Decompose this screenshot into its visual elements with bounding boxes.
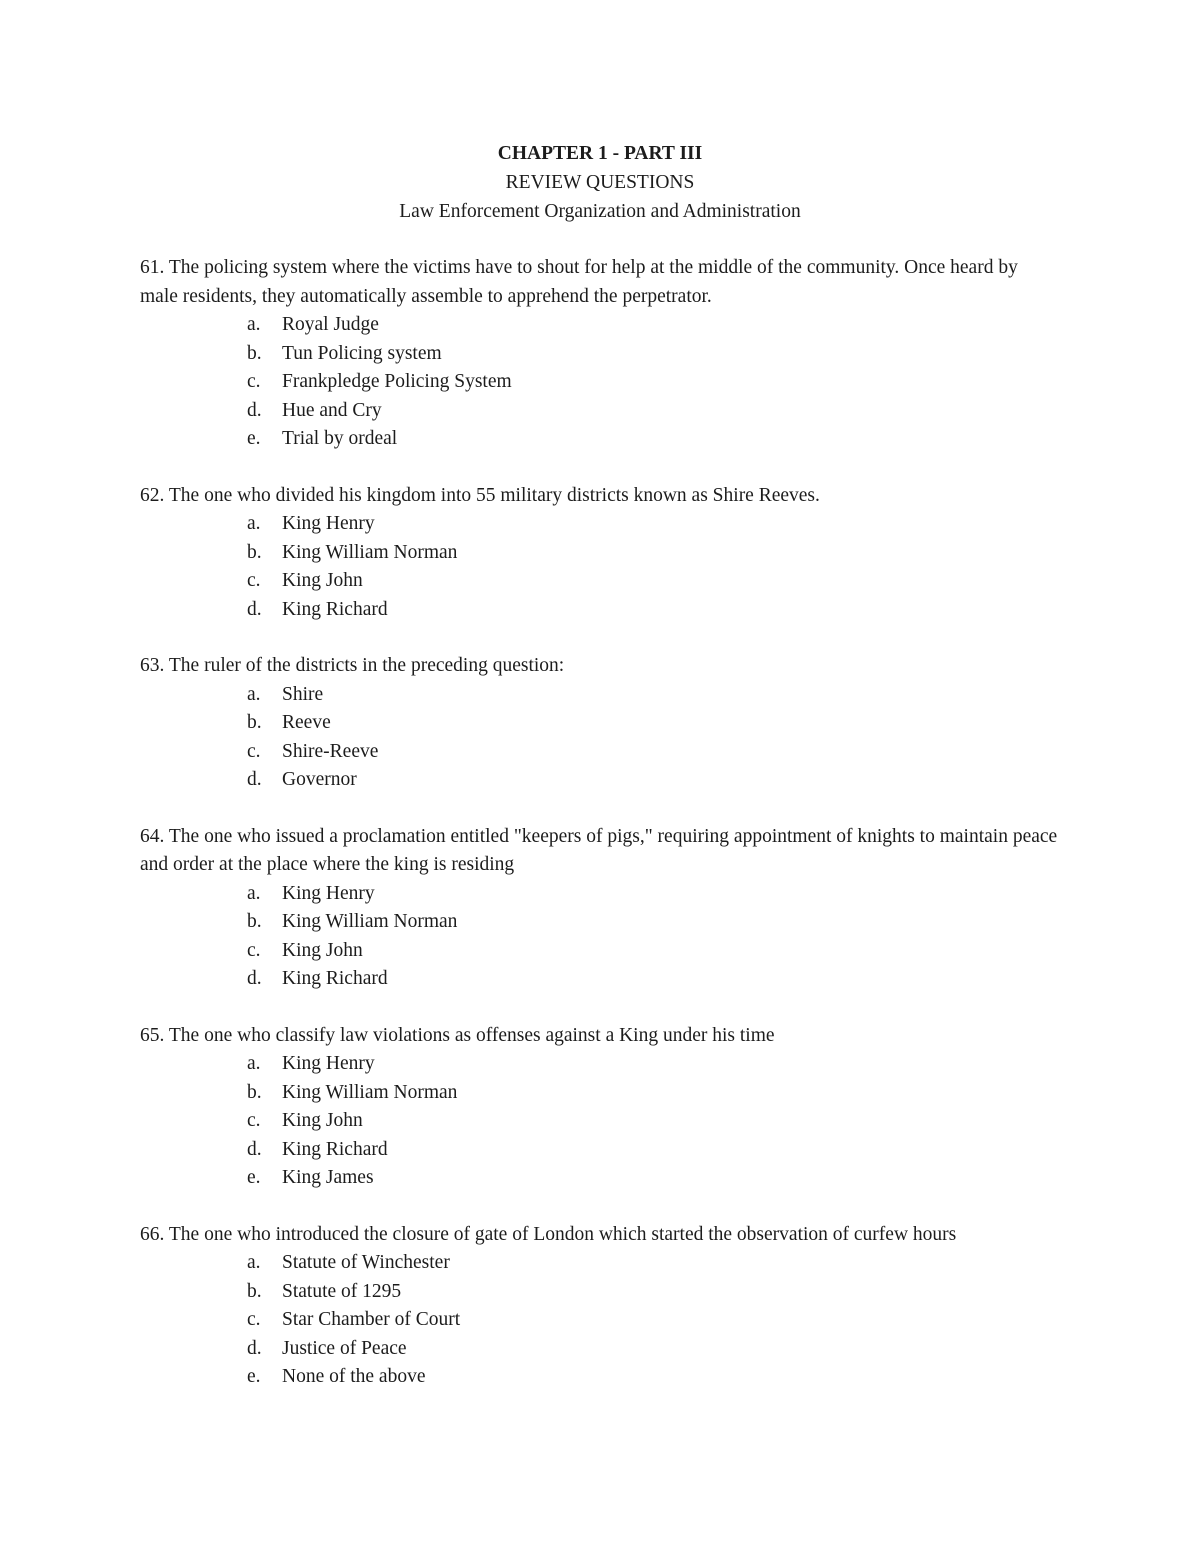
option-item	[140, 1249, 1060, 1278]
option-item	[140, 937, 1060, 966]
option-text: Frankpledge Policing System	[282, 371, 512, 392]
option-letter: c.	[247, 939, 261, 961]
option-letter: c.	[247, 570, 261, 591]
document-header	[0, 140, 1200, 226]
option-text: Hue and Cry	[282, 399, 382, 421]
option-text: Shire	[282, 683, 324, 705]
chapter-title: CHAPTER 1 - PART III	[497, 143, 703, 164]
option-item	[140, 681, 1060, 710]
option-text: Justice of Peace	[282, 1337, 407, 1359]
option-item	[140, 1278, 1060, 1307]
option-text: King Henry	[282, 882, 375, 904]
option-letter: e.	[247, 428, 261, 449]
option-item	[140, 965, 1060, 994]
option-item	[140, 908, 1060, 937]
question-stem: 65. The one who classify law violations as offenses against a King under his time	[140, 1024, 775, 1046]
option-letter: c.	[247, 371, 261, 392]
option-text: King William Norman	[282, 541, 458, 563]
option-item	[140, 1136, 1060, 1165]
option-text: King William Norman	[282, 911, 458, 932]
question-stem: 66. The one who introduced the closure of gate of London which started the observation of curfew hours	[140, 1223, 957, 1245]
answer-options	[140, 681, 1060, 795]
option-text: King William Norman	[282, 1081, 458, 1103]
option-letter: a.	[247, 1053, 261, 1074]
option-text: King John	[282, 1110, 363, 1131]
question-stem: 61. The policing system where the victims have to shout for help at the middle of the community. Once heard by male residents, they automatically assemble to apprehend the perpetrator.	[140, 257, 1018, 307]
option-item	[140, 738, 1060, 767]
option-text: King James	[282, 1167, 374, 1188]
option-text: None of the above	[282, 1366, 426, 1387]
question-stem: 64. The one who issued a proclamation entitled "keepers of pigs," requiring appointment of knights to maintain peace and order at the place where the king is residing	[140, 825, 1058, 875]
option-letter: d.	[247, 598, 262, 620]
option-letter: e.	[247, 1366, 261, 1387]
option-letter: a.	[247, 314, 261, 335]
option-text: King Richard	[282, 598, 388, 620]
question-61	[140, 254, 1060, 454]
answer-options	[140, 311, 1060, 454]
option-item	[140, 1164, 1060, 1193]
option-item	[140, 567, 1060, 596]
option-letter: a.	[247, 1252, 261, 1273]
option-text: Trial by ordeal	[282, 428, 398, 449]
option-item	[140, 709, 1060, 738]
option-text: Royal Judge	[282, 314, 379, 335]
option-text: Shire-Reeve	[282, 740, 379, 762]
option-item	[140, 340, 1060, 369]
option-letter: a.	[247, 683, 261, 705]
question-65	[140, 1022, 1060, 1193]
option-item	[140, 1050, 1060, 1079]
option-text: Governor	[282, 769, 357, 790]
option-letter: b.	[247, 342, 262, 364]
option-letter: d.	[247, 968, 262, 989]
option-text: King Richard	[282, 968, 388, 989]
option-item	[140, 1306, 1060, 1335]
option-letter: a.	[247, 882, 261, 904]
section-subtitle: REVIEW QUESTIONS	[505, 172, 695, 193]
option-letter: b.	[247, 541, 262, 563]
option-letter: d.	[247, 769, 262, 790]
option-text: Statute of 1295	[282, 1280, 402, 1302]
option-letter: c.	[247, 740, 261, 762]
option-letter: d.	[247, 1138, 262, 1160]
option-letter: c.	[247, 1110, 261, 1131]
option-letter: d.	[247, 1337, 262, 1359]
option-item	[140, 510, 1060, 539]
option-item	[140, 1079, 1060, 1108]
option-item	[140, 766, 1060, 795]
option-letter: a.	[247, 513, 261, 534]
option-item	[140, 368, 1060, 397]
answer-options	[140, 510, 1060, 624]
option-item	[140, 397, 1060, 426]
option-item	[140, 596, 1060, 625]
option-letter: b.	[247, 1081, 262, 1103]
option-letter: b.	[247, 911, 262, 932]
option-letter: e.	[247, 1167, 261, 1188]
question-66	[140, 1221, 1060, 1392]
option-item	[140, 539, 1060, 568]
answer-options	[140, 1050, 1060, 1193]
option-item	[140, 1363, 1060, 1392]
question-64	[140, 823, 1060, 994]
option-item	[140, 880, 1060, 909]
option-letter: d.	[247, 399, 262, 421]
answer-options	[140, 1249, 1060, 1392]
option-text: Tun Policing system	[282, 342, 442, 364]
course-name: Law Enforcement Organization and Administration	[399, 201, 801, 222]
option-text: Statute of Winchester	[282, 1252, 450, 1273]
option-letter: b.	[247, 1280, 262, 1302]
option-letter: b.	[247, 712, 262, 733]
option-text: King John	[282, 939, 363, 961]
option-text: King Henry	[282, 1053, 375, 1074]
question-62	[140, 482, 1060, 625]
option-text: Star Chamber of Court	[282, 1309, 461, 1330]
option-text: King Henry	[282, 513, 375, 534]
option-item	[140, 311, 1060, 340]
option-text: King John	[282, 570, 363, 591]
option-letter: c.	[247, 1309, 261, 1330]
question-stem: 62. The one who divided his kingdom into 55 military districts known as Shire Reeves.	[140, 484, 820, 506]
question-63	[140, 652, 1060, 795]
question-stem: 63. The ruler of the districts in the preceding question:	[140, 655, 565, 676]
option-text: Reeve	[282, 712, 331, 733]
option-item	[140, 1107, 1060, 1136]
answer-options	[140, 880, 1060, 994]
option-item	[140, 1335, 1060, 1364]
option-item	[140, 425, 1060, 454]
questions-list	[140, 254, 1060, 1420]
option-text: King Richard	[282, 1138, 388, 1160]
